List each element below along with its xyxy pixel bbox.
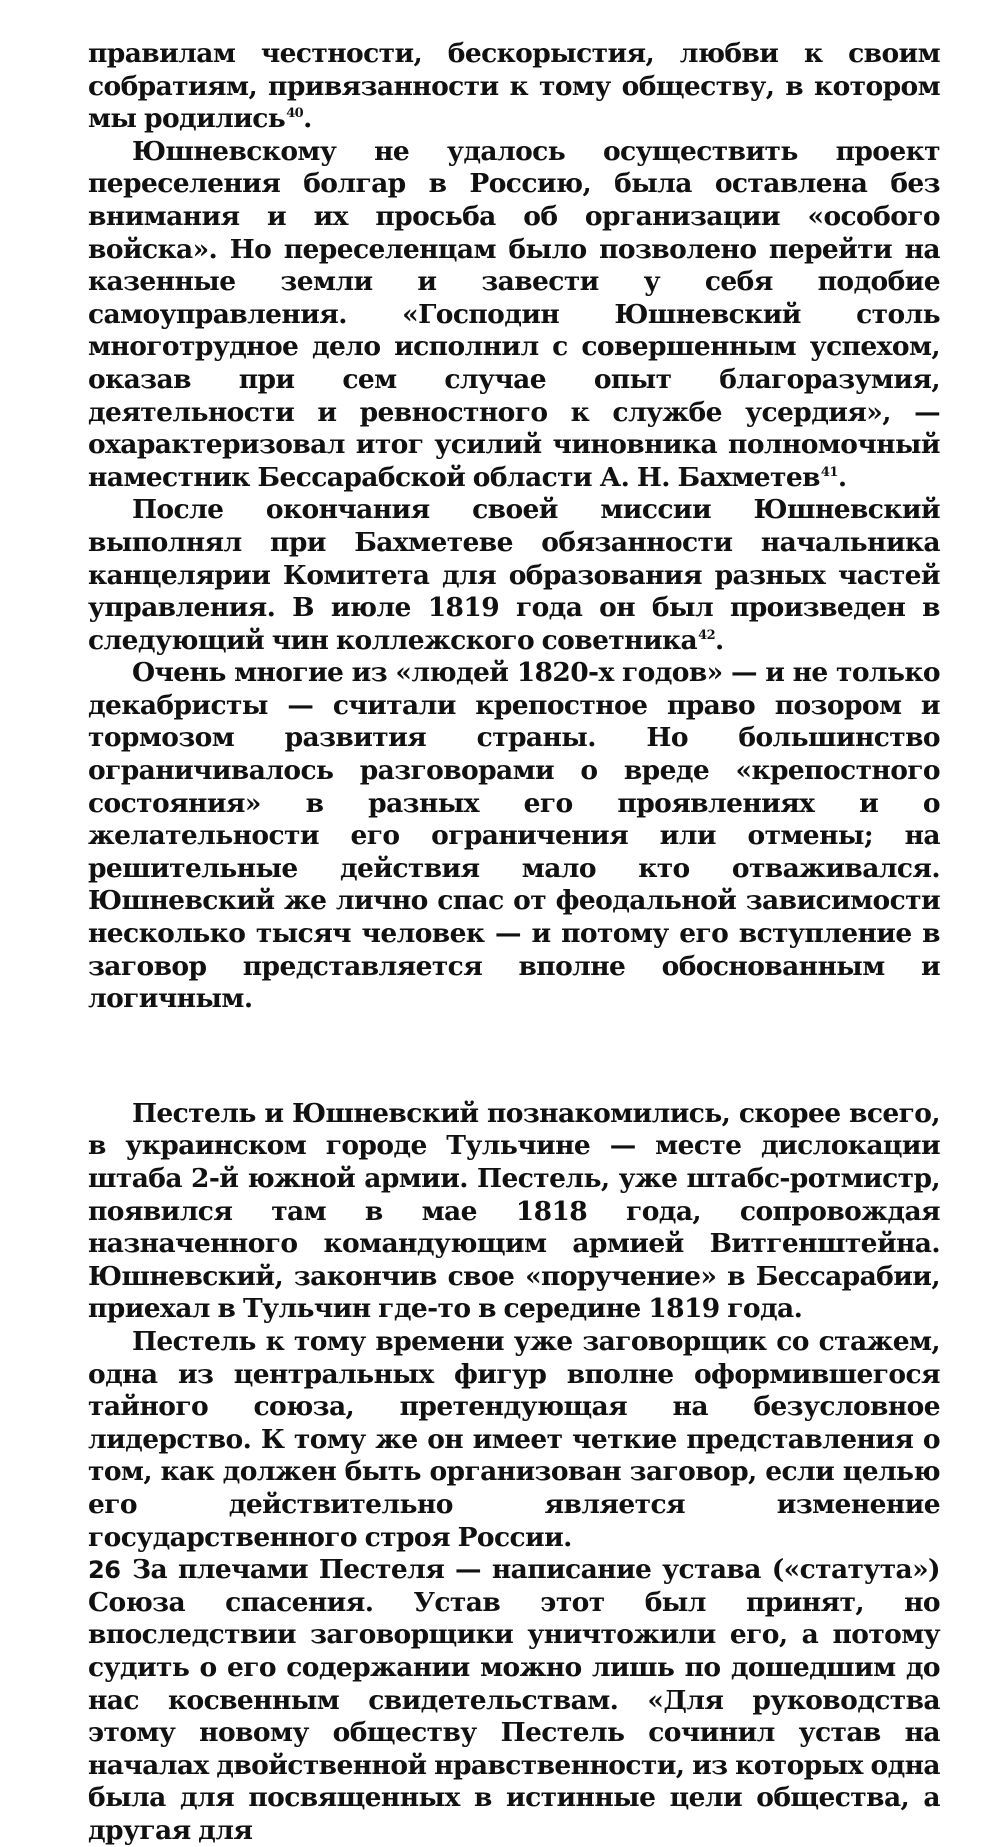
book-page [88, 38, 940, 1846]
paragraph-text: Юшневскому не удалось осуществить проект переселения болгар в Россию, была оставлена без внимания и их просьба об организации «особого войска». Но переселенцам было позволено перейти на казенные земли и завести у себя подобие самоуправления. «Господин Юшневский столь многотрудное дело исполнил с совершенным успехом, оказав при сем случае опыт благоразумия, деятельности и ревностного к службе усердия», — охарактеризовал итог усилий чиновника полномочный наместник Бессарабской области А. Н. Бахметев [88, 135, 940, 493]
paragraph-text: Пестель и Юшневский познакомились, скорее всего, в украинском городе Тульчине — месте дислокации штаба 2-й южной армии. Пестель, уже штабс-ротмистр, появился там в мае 1818 года, сопровождая назначенного командующим армией Витгенштейна. Юшневский, закончив свое «поручение» в Бессарабии, приехал в Тульчин где-то в середине 1819 года. [88, 1097, 940, 1325]
paragraph [88, 494, 940, 657]
paragraph [88, 1098, 940, 1326]
paragraph [88, 1554, 940, 1847]
paragraph-text: Пестель к тому времени уже заговорщик со стажем, одна из центральных фигур вполне оформившегося тайного союза, претендующая на безусловное лидерство. К тому же он имеет четкие представления о том, как должен быть организован заговор, если целью его действительно является изменение государственного строя России. [88, 1325, 940, 1553]
footnote-marker[interactable]: 40 [286, 106, 304, 122]
paragraph [88, 136, 940, 495]
paragraph-text: За плечами Пестеля — написание устава («статута») Союза спасения. Устав этот был принят, но впоследствии заговорщики уничтожили его, а потому судить о его содержании можно лишь по дошедшим до нас косвенным свидетельствам. «Для руководства этому новому обществу Пестель сочинил устав на началах двойственной нравственности, из которых одна была для посвященных в истинные цели общества, а другая для [88, 1554, 940, 1846]
paragraph-tail: . [715, 624, 724, 656]
paragraph [88, 657, 940, 1016]
paragraph [88, 1326, 940, 1554]
paragraph-text: правилам честности, бескорыстия, любви к своим собратиям, привязанности к тому обществу, в котором мы родились [88, 38, 940, 135]
paragraph-tail: . [303, 103, 312, 135]
section-break [88, 1016, 940, 1098]
paragraph-tail: . [837, 461, 847, 493]
text-section-2 [88, 1098, 940, 1847]
paragraph-text: Очень многие из «людей 1820-х годов» — и не только декабристы — считали крепостное право позором и тормозом развития страны. Но большинство ограничивалось разговорами о вреде «крепостного состояния» в разных его проявлениях и о желательности его ограничения или отмены; на решительные действия мало кто отваживался. Юшневский же лично спас от феодальной зависимости несколько тысяч человек — и потому его вступление в заговор представляется вполне обоснованным и логичным. [88, 657, 940, 1015]
footnote-marker[interactable]: 41 [820, 464, 838, 480]
text-section-1 [88, 38, 940, 1016]
footnote-marker[interactable]: 42 [698, 627, 716, 643]
paragraph-text: После окончания своей миссии Юшневский выполнял при Бахметеве обязанности начальника канцелярии Комитета для образования разных частей управления. В июле 1819 года он был произведен в следующий чин коллежского советника [88, 494, 940, 656]
paragraph [88, 38, 940, 136]
page-number: 26 [88, 1556, 121, 1584]
